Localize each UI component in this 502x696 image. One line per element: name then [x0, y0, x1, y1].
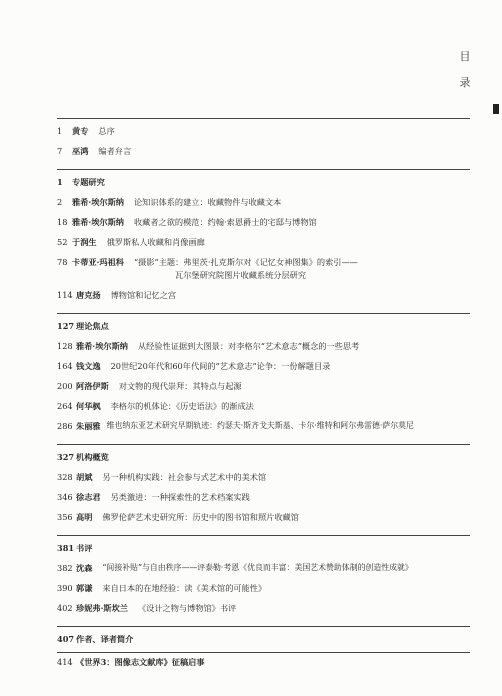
entry-author: 于润生 [72, 237, 97, 247]
section-page: 127 [57, 321, 75, 331]
entry-title: 来自日本的在地经验：读《美术馆的可能性》 [102, 583, 267, 593]
toc-entry[interactable] [57, 286, 470, 306]
toc-section-contributors [57, 626, 470, 673]
entry-author: 何华枫 [76, 401, 101, 411]
entry-title-continuation: 瓦尔堡研究院图片收藏系统分层研究 [175, 270, 307, 280]
section-page: 1 [57, 177, 63, 187]
entry-page: 164 [57, 361, 73, 371]
entry-title: 博物馆和记忆之宫 [110, 290, 177, 300]
title-char-1: 目 [459, 50, 471, 63]
toc-entry[interactable] [57, 599, 470, 619]
toc-section-institutions [57, 444, 470, 528]
entry-title: 佛罗伦萨艺术史研究所：历史中的图书馆和照片收藏馆 [102, 512, 299, 522]
toc-entry[interactable] [57, 253, 470, 270]
entry-author: 高明 [76, 512, 93, 522]
edge-thumb-mark [493, 104, 499, 114]
section-title: 专题研究 [72, 177, 105, 187]
entry-page: 402 [57, 603, 73, 613]
entry-page: 200 [57, 381, 73, 391]
toc-entry[interactable] [57, 652, 470, 673]
section-heading[interactable] [57, 539, 470, 559]
entry-author: 卡蒂亚·玛祖科 [72, 257, 124, 267]
entry-title: 维也纳东亚艺术研究早期轨迹：约瑟夫·斯齐戈夫斯基、卡尔·维特和阿尔弗雷德·萨尔莫尼 [106, 421, 414, 430]
entry-page: 1 [57, 126, 63, 136]
entry-title: “间接补贴”与自由秩序——评泰勒·考恩《优良而丰富：美国艺术赞助体制的创造性成就》 [102, 563, 413, 572]
entry-author: 黄专 [72, 126, 89, 136]
entry-page: 390 [57, 583, 73, 593]
toc-entry[interactable] [57, 559, 470, 579]
entry-author: 巫鸿 [72, 146, 89, 156]
section-title: 作者、译者简介 [76, 634, 134, 644]
section-page: 381 [57, 543, 75, 553]
vertical-page-title [458, 44, 472, 96]
toc-entry[interactable] [57, 337, 470, 357]
entry-page: 356 [57, 512, 73, 522]
entry-title: 俄罗斯私人收藏和肖像画廊 [106, 237, 205, 247]
entry-title: 《设计之物与博物馆》书评 [137, 603, 237, 613]
entry-author: 徐志君 [76, 492, 101, 502]
toc-entry[interactable] [57, 233, 470, 253]
section-heading[interactable] [57, 448, 470, 468]
entry-author: 雅希·埃尔斯纳 [72, 217, 124, 227]
entry-author: 雅希·埃尔斯纳 [76, 341, 128, 351]
entry-author: 雅希·埃尔斯纳 [72, 197, 124, 207]
toc-section-theory [57, 313, 470, 437]
toc-section-front [57, 118, 470, 162]
entry-page: 414 [57, 657, 73, 667]
toc-entry[interactable] [57, 213, 470, 233]
section-title: 机构概览 [76, 452, 109, 462]
entry-page: 18 [57, 217, 68, 227]
entry-title: 另一种机构实践：社会参与式艺术中的美术馆 [102, 472, 267, 482]
toc-entry[interactable] [57, 417, 470, 437]
entry-author: 郭谦 [76, 583, 93, 593]
entry-page: 78 [57, 257, 68, 267]
table-of-contents [57, 118, 470, 680]
entry-title: 李格尔的机体论：《历史语法》的渐成法 [110, 401, 254, 411]
section-title: 书评 [76, 543, 93, 553]
toc-entry[interactable] [57, 397, 470, 417]
entry-page: 52 [57, 237, 68, 247]
entry-page: 114 [57, 290, 73, 300]
entry-title: 另类激进：一种探索性的艺术档案实践 [110, 492, 250, 502]
toc-entry[interactable] [57, 579, 470, 599]
toc-entry[interactable] [57, 193, 470, 213]
entry-title: 论知识体系的建立：收藏物件与收藏文本 [133, 197, 282, 207]
entry-title: 编者弁言 [98, 146, 132, 156]
entry-page: 7 [57, 146, 63, 156]
entry-author: 朱丽雅 [76, 421, 101, 431]
toc-entry[interactable] [57, 142, 470, 162]
toc-entry[interactable] [57, 122, 470, 142]
toc-entry[interactable] [57, 357, 470, 377]
entry-author: 钱文逸 [76, 361, 101, 371]
entry-author: 唐克扬 [76, 290, 101, 300]
section-heading[interactable] [57, 317, 470, 337]
entry-page: 286 [57, 421, 73, 431]
section-heading[interactable] [57, 630, 470, 650]
entry-author: 《世界3：图像志文献库》征稿启事 [76, 657, 205, 667]
section-page: 407 [57, 634, 75, 644]
entry-page: 264 [57, 401, 73, 411]
entry-title: 总序 [98, 126, 115, 136]
entry-title: “摄影”主题：弗里茨·扎克斯尔对《记忆女神图集》的索引—— [133, 257, 358, 267]
toc-entry[interactable] [57, 488, 470, 508]
entry-title: 20世纪20年代和60年代间的“艺术意志”论争：一份解题目录 [110, 361, 331, 371]
toc-entry[interactable] [57, 468, 470, 488]
section-title: 理论焦点 [76, 321, 109, 331]
entry-title: 从经验性证据到大图景：对李格尔“艺术意志”概念的一些思考 [137, 341, 360, 351]
toc-section-special-topics [57, 169, 470, 306]
toc-section-reviews [57, 535, 470, 619]
entry-page: 2 [57, 197, 63, 207]
section-page: 327 [57, 452, 75, 462]
section-heading[interactable] [57, 173, 470, 193]
entry-author: 珍妮弗·斯坎兰 [76, 603, 128, 613]
entry-page: 328 [57, 472, 73, 482]
entry-title: 收藏者之欲的模范：约翰·索恩爵士的宅邸与博物馆 [133, 217, 317, 227]
entry-author: 沈森 [76, 563, 93, 573]
title-char-2: 录 [459, 76, 471, 89]
toc-entry[interactable] [57, 377, 470, 397]
toc-entry[interactable] [57, 508, 470, 528]
entry-page: 346 [57, 492, 73, 502]
entry-page: 128 [57, 341, 73, 351]
entry-page: 382 [57, 563, 73, 573]
entry-title: 对文物的现代崇拜：其特点与起源 [118, 381, 242, 391]
entry-author: 阿洛伊斯 [76, 381, 109, 391]
entry-author: 胡斌 [76, 472, 93, 482]
